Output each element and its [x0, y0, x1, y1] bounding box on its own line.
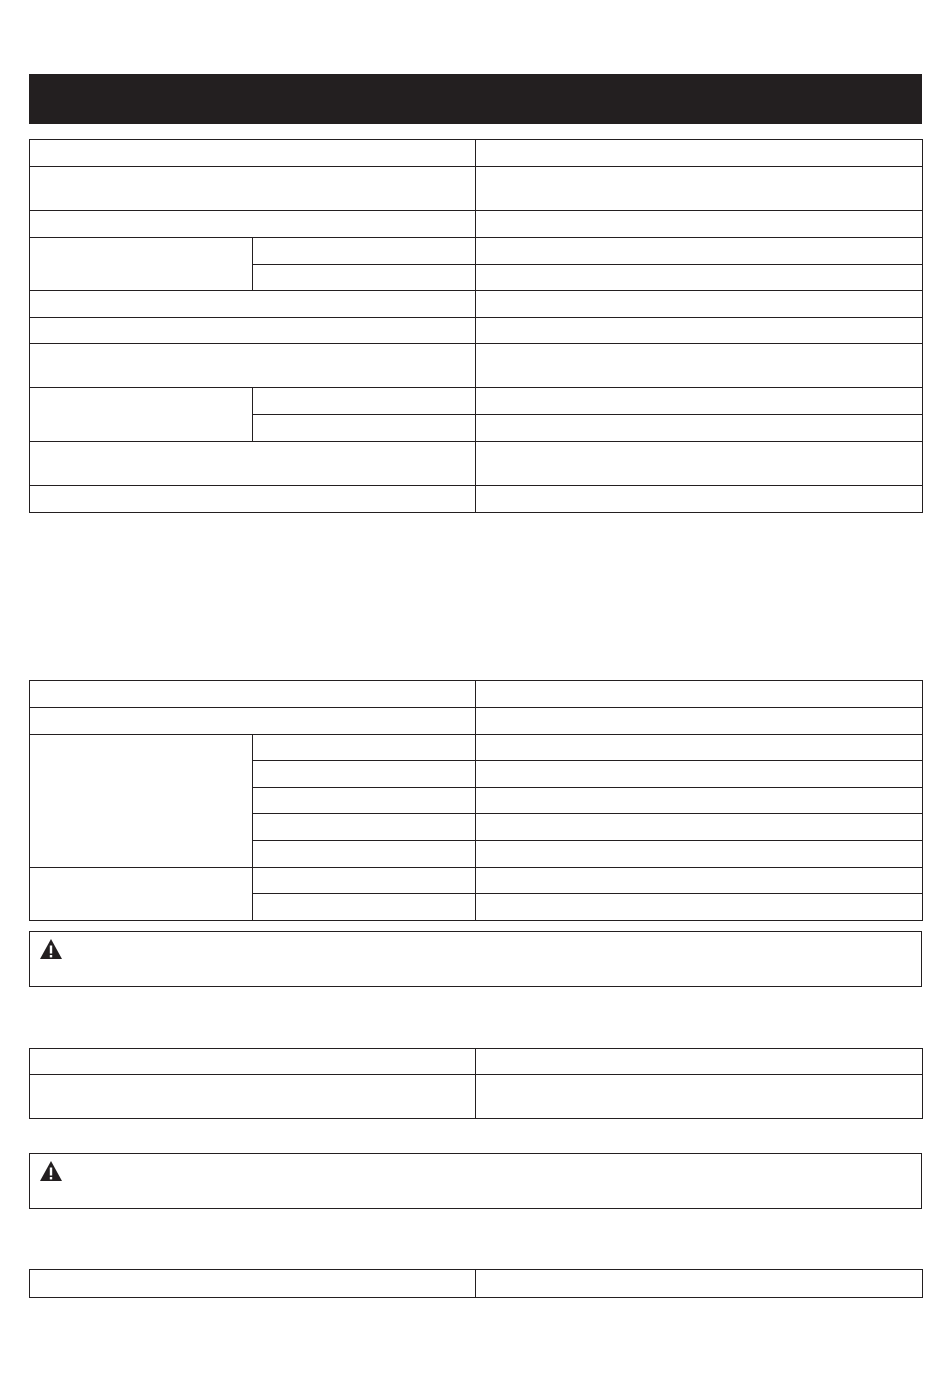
- spec-value: [476, 868, 923, 894]
- spec-sub-label: [253, 761, 476, 788]
- spec-value: [476, 1075, 923, 1119]
- table-row: [30, 211, 923, 238]
- secondary-spec-table: [29, 680, 923, 921]
- spec-sub-label: [253, 841, 476, 868]
- spec-sub-label: [253, 894, 476, 921]
- spec-label: [30, 291, 476, 318]
- table-row: [30, 1075, 923, 1119]
- spec-value: [476, 1270, 923, 1298]
- spec-label: [30, 344, 476, 388]
- spec-sub-label: [253, 814, 476, 841]
- spec-value: [476, 344, 923, 388]
- spec-sub-label: [253, 265, 476, 291]
- spec-label: [30, 1270, 476, 1298]
- table-row: [30, 140, 923, 167]
- spec-label: [30, 442, 476, 486]
- spec-value: [476, 265, 923, 291]
- spec-group-label: [30, 868, 253, 921]
- table-row: [30, 442, 923, 486]
- table-row: [30, 388, 923, 415]
- spec-label: [30, 1075, 476, 1119]
- spec-label: [30, 486, 476, 513]
- spec-value: [476, 814, 923, 841]
- spec-value: [476, 211, 923, 238]
- spec-value: [476, 318, 923, 344]
- warning-box: [29, 1153, 922, 1209]
- table-row: [30, 708, 923, 735]
- spec-value: [476, 735, 923, 761]
- spec-value: [476, 894, 923, 921]
- table-row: [30, 291, 923, 318]
- spec-value: [476, 291, 923, 318]
- spec-value: [476, 238, 923, 265]
- table-row: [30, 486, 923, 513]
- spec-group-label: [30, 238, 253, 291]
- spec-value: [476, 841, 923, 868]
- spec-label: [30, 167, 476, 211]
- table-row: [30, 1270, 923, 1298]
- spec-value: [476, 388, 923, 415]
- table-row: [30, 238, 923, 265]
- section-header-banner: [29, 74, 922, 124]
- spec-value: [476, 788, 923, 814]
- table-row: [30, 167, 923, 211]
- spec-value: [476, 486, 923, 513]
- spec-value: [476, 442, 923, 486]
- spec-sub-label: [253, 415, 476, 442]
- spec-group-label: [30, 388, 253, 442]
- spec-group-label: [30, 735, 253, 868]
- table-row: [30, 735, 923, 761]
- table-row: [30, 1049, 923, 1075]
- spec-label: [30, 140, 476, 167]
- spec-label: [30, 708, 476, 735]
- spec-value: [476, 761, 923, 788]
- spec-value: [476, 415, 923, 442]
- spec-sub-label: [253, 388, 476, 415]
- spec-label: [30, 211, 476, 238]
- warning-box: [29, 931, 922, 987]
- warning-triangle-icon: [39, 1160, 63, 1182]
- specifications-table: [29, 139, 923, 513]
- spec-value: [476, 708, 923, 735]
- spec-sub-label: [253, 868, 476, 894]
- spec-value: [476, 1049, 923, 1075]
- table-row: [30, 318, 923, 344]
- warning-triangle-icon: [39, 938, 63, 960]
- spec-label: [30, 1049, 476, 1075]
- tertiary-spec-table: [29, 1048, 923, 1119]
- table-row: [30, 344, 923, 388]
- spec-sub-label: [253, 788, 476, 814]
- spec-value: [476, 140, 923, 167]
- table-row: [30, 868, 923, 894]
- spec-sub-label: [253, 735, 476, 761]
- spec-label: [30, 681, 476, 708]
- table-row: [30, 681, 923, 708]
- spec-sub-label: [253, 238, 476, 265]
- spec-value: [476, 681, 923, 708]
- spec-label: [30, 318, 476, 344]
- spec-value: [476, 167, 923, 211]
- quaternary-spec-table: [29, 1269, 923, 1298]
